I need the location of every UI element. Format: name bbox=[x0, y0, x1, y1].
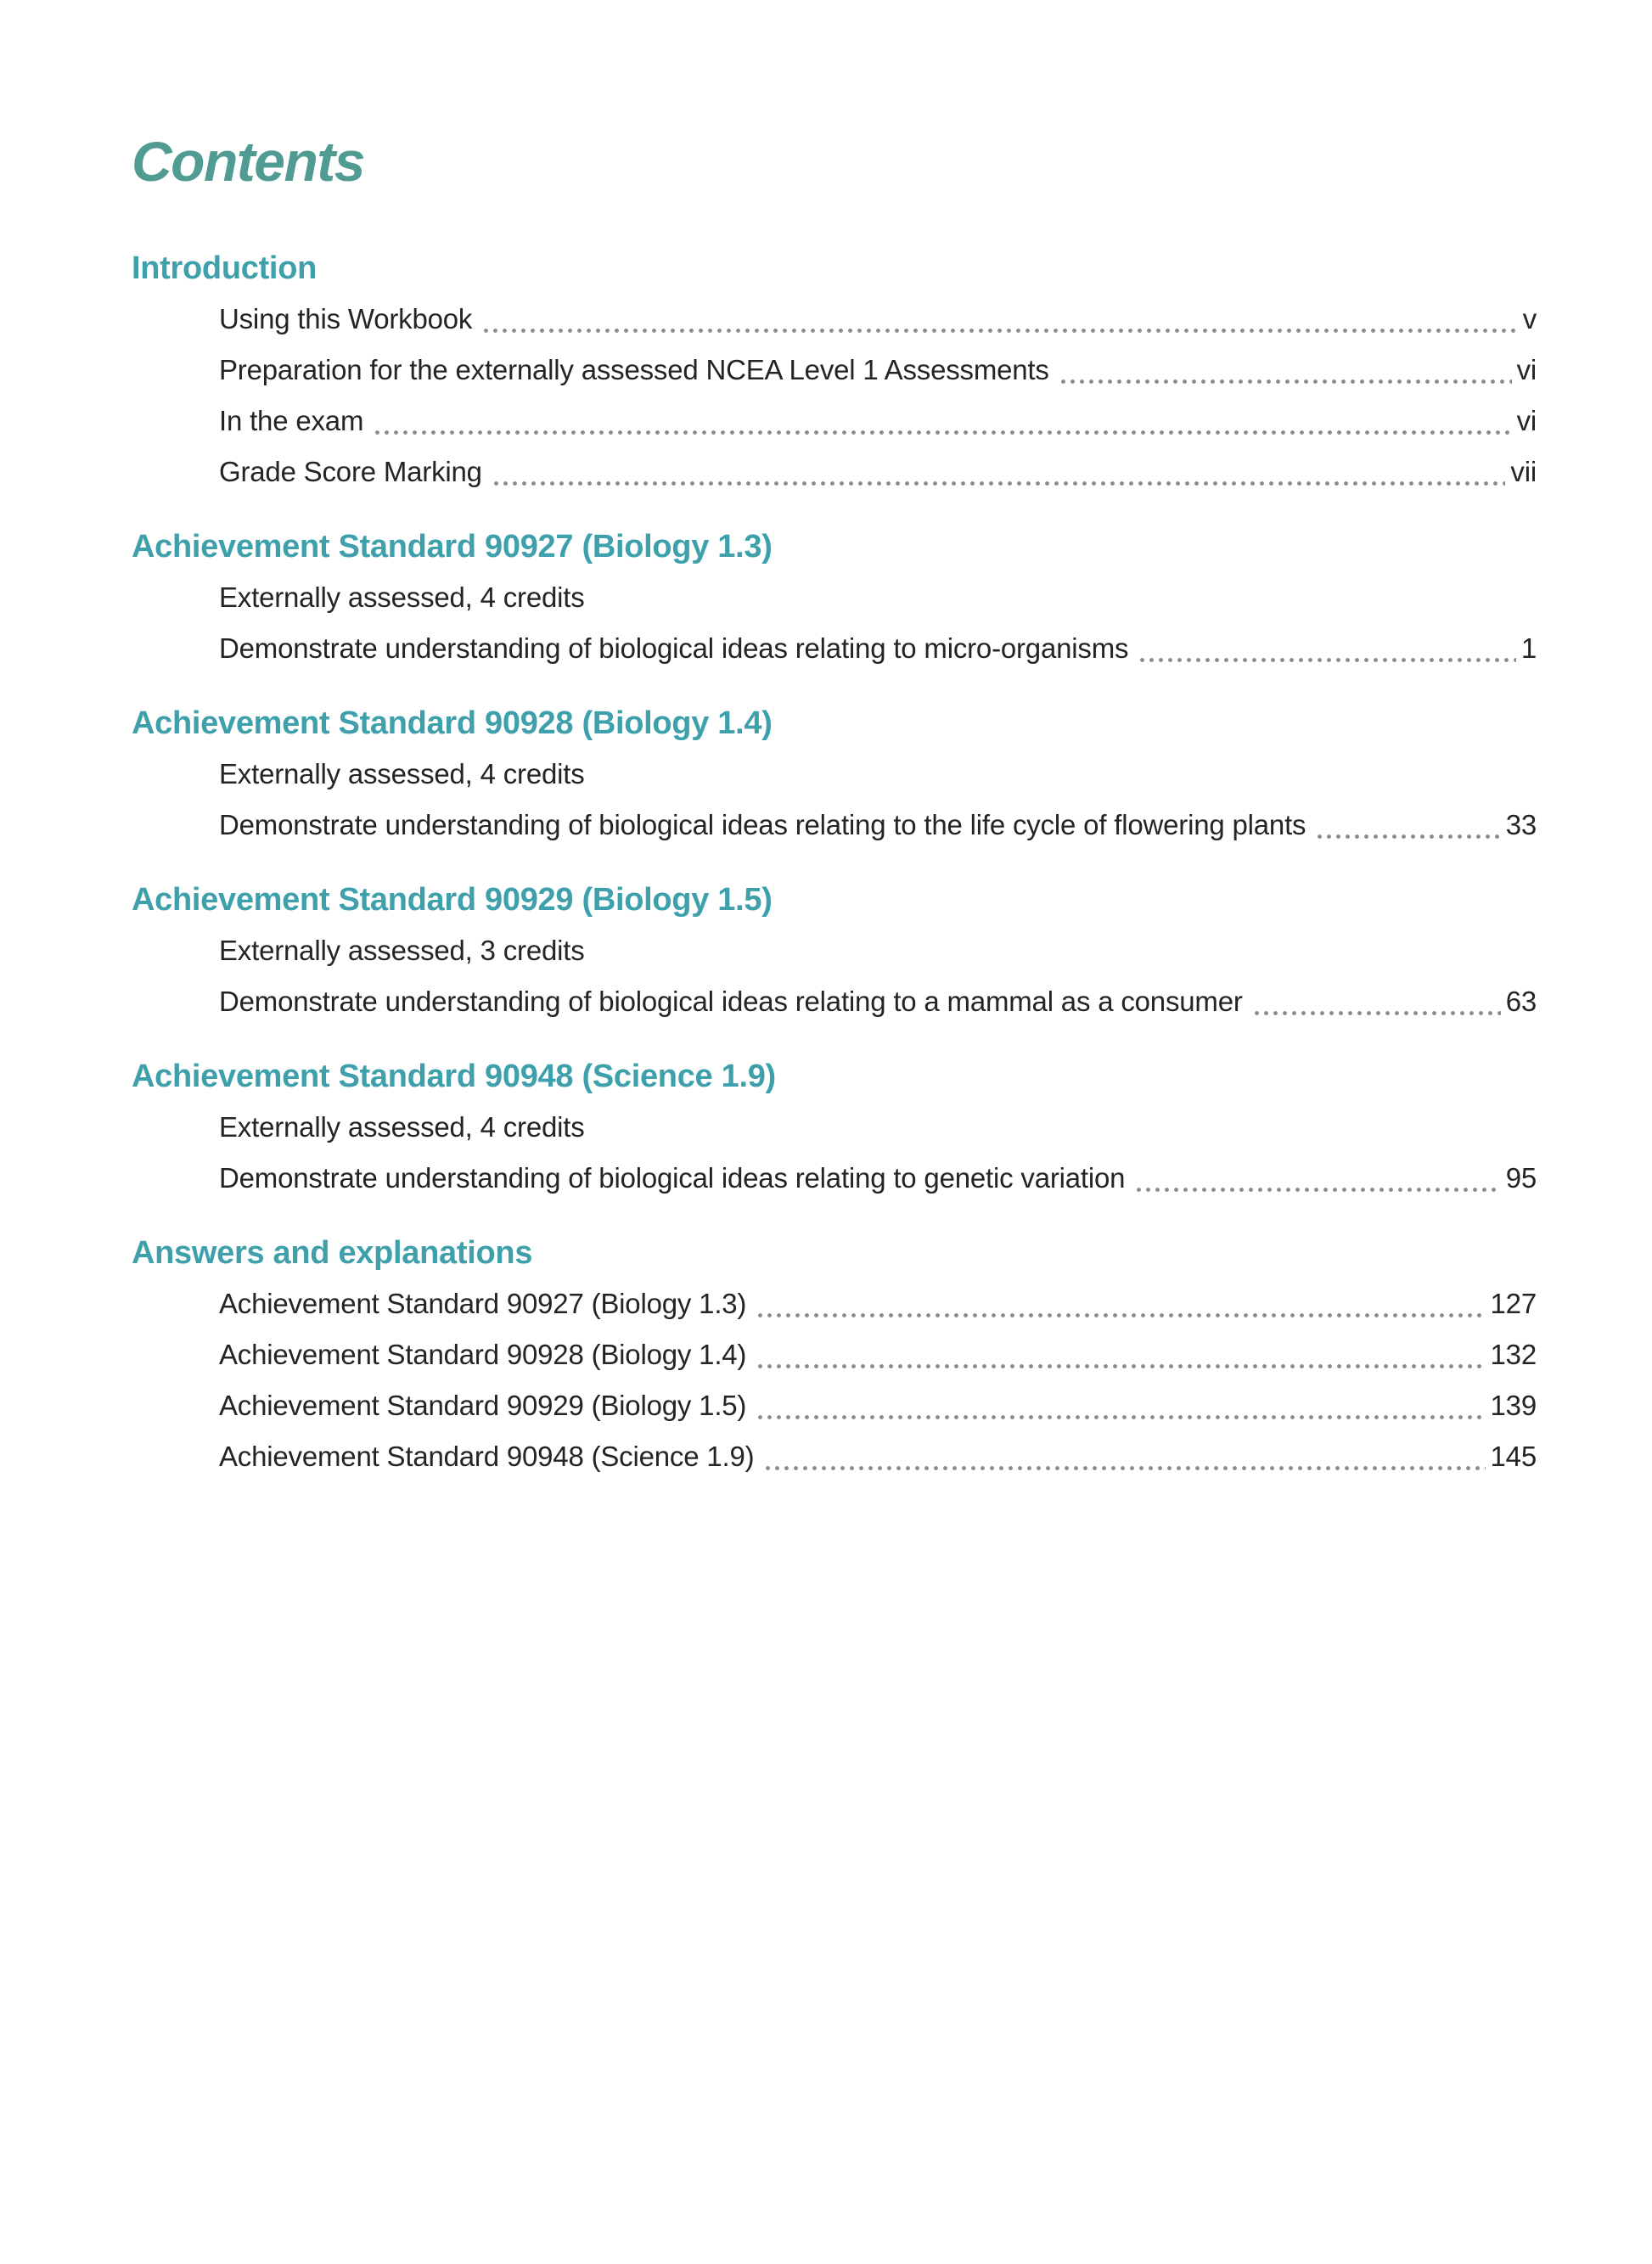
dotted-leader bbox=[1140, 658, 1516, 662]
section-entries bbox=[132, 1278, 1537, 1482]
entry-label: Externally assessed, 3 credits bbox=[219, 935, 585, 966]
toc-entry bbox=[219, 976, 1537, 1027]
dotted-leader bbox=[375, 430, 1511, 435]
toc-entry bbox=[219, 447, 1537, 497]
toc-entry bbox=[219, 572, 1537, 623]
entry-label: Demonstrate understanding of biological ideas relating to the life cycle of flowering plants bbox=[219, 809, 1306, 840]
section-entries bbox=[132, 294, 1537, 497]
entry-page-number: vi bbox=[1516, 405, 1537, 436]
toc-entry bbox=[219, 1153, 1537, 1204]
section-entries bbox=[132, 1102, 1537, 1204]
toc-entry bbox=[219, 1329, 1537, 1380]
dotted-leader bbox=[766, 1466, 1485, 1470]
toc-entry bbox=[219, 345, 1537, 396]
toc-entry bbox=[219, 623, 1537, 674]
table-of-contents bbox=[132, 243, 1537, 1482]
entry-page-number: 132 bbox=[1490, 1339, 1537, 1370]
entry-page-number: vi bbox=[1516, 354, 1537, 385]
entry-label: Demonstrate understanding of biological ideas relating to a mammal as a consumer bbox=[219, 986, 1243, 1017]
toc-entry bbox=[219, 294, 1537, 345]
entry-label: Externally assessed, 4 credits bbox=[219, 758, 585, 789]
toc-section bbox=[132, 874, 1537, 1027]
toc-entry bbox=[219, 1102, 1537, 1153]
toc-section bbox=[132, 243, 1537, 497]
dotted-leader bbox=[1255, 1011, 1501, 1015]
toc-entry bbox=[219, 1431, 1537, 1482]
entry-label: Preparation for the externally assessed NCEA Level 1 Assessments bbox=[219, 354, 1049, 385]
entry-page-number: vii bbox=[1510, 456, 1537, 487]
toc-section bbox=[132, 1051, 1537, 1204]
section-heading: Achievement Standard 90948 (Science 1.9) bbox=[132, 1059, 776, 1094]
section-entries bbox=[132, 749, 1537, 851]
section-heading: Achievement Standard 90927 (Biology 1.3) bbox=[132, 529, 773, 565]
dotted-leader bbox=[484, 329, 1517, 333]
section-entries bbox=[132, 925, 1537, 1027]
page-title: Contents bbox=[132, 130, 364, 193]
section-heading: Introduction bbox=[132, 250, 317, 286]
dotted-leader bbox=[1137, 1188, 1500, 1192]
entry-label: Achievement Standard 90927 (Biology 1.3) bbox=[219, 1288, 747, 1319]
dotted-leader bbox=[758, 1313, 1485, 1317]
dotted-leader bbox=[758, 1415, 1485, 1419]
entry-label: Using this Workbook bbox=[219, 303, 473, 334]
entry-label: Grade Score Marking bbox=[219, 456, 482, 487]
toc-section bbox=[132, 698, 1537, 851]
toc-entry bbox=[219, 925, 1537, 976]
entry-label: Achievement Standard 90928 (Biology 1.4) bbox=[219, 1339, 747, 1370]
toc-entry bbox=[219, 396, 1537, 447]
toc-entry bbox=[219, 1278, 1537, 1329]
entry-page-number: v bbox=[1522, 303, 1537, 334]
entry-label: Demonstrate understanding of biological ideas relating to micro-organisms bbox=[219, 632, 1129, 664]
entry-page-number: 33 bbox=[1505, 809, 1537, 840]
entry-label: Externally assessed, 4 credits bbox=[219, 581, 585, 613]
entry-label: In the exam bbox=[219, 405, 364, 436]
entry-page-number: 139 bbox=[1490, 1390, 1537, 1421]
entry-page-number: 1 bbox=[1520, 632, 1537, 664]
section-heading: Achievement Standard 90928 (Biology 1.4) bbox=[132, 705, 773, 741]
toc-section bbox=[132, 1228, 1537, 1482]
dotted-leader bbox=[1318, 834, 1500, 839]
entry-page-number: 95 bbox=[1505, 1162, 1537, 1194]
entry-page-number: 63 bbox=[1505, 986, 1537, 1017]
dotted-leader bbox=[758, 1364, 1485, 1368]
toc-section bbox=[132, 521, 1537, 674]
entry-label: Achievement Standard 90929 (Biology 1.5) bbox=[219, 1390, 747, 1421]
section-heading: Answers and explanations bbox=[132, 1235, 533, 1271]
toc-entry bbox=[219, 800, 1537, 851]
dotted-leader bbox=[494, 481, 1506, 486]
entry-label: Externally assessed, 4 credits bbox=[219, 1111, 585, 1143]
entry-label: Achievement Standard 90948 (Science 1.9) bbox=[219, 1441, 755, 1472]
toc-entry bbox=[219, 1380, 1537, 1431]
entry-label: Demonstrate understanding of biological ideas relating to genetic variation bbox=[219, 1162, 1126, 1194]
entry-page-number: 127 bbox=[1490, 1288, 1537, 1319]
section-entries bbox=[132, 572, 1537, 674]
entry-page-number: 145 bbox=[1490, 1441, 1537, 1472]
toc-entry bbox=[219, 749, 1537, 800]
section-heading: Achievement Standard 90929 (Biology 1.5) bbox=[132, 882, 773, 918]
dotted-leader bbox=[1061, 379, 1512, 384]
